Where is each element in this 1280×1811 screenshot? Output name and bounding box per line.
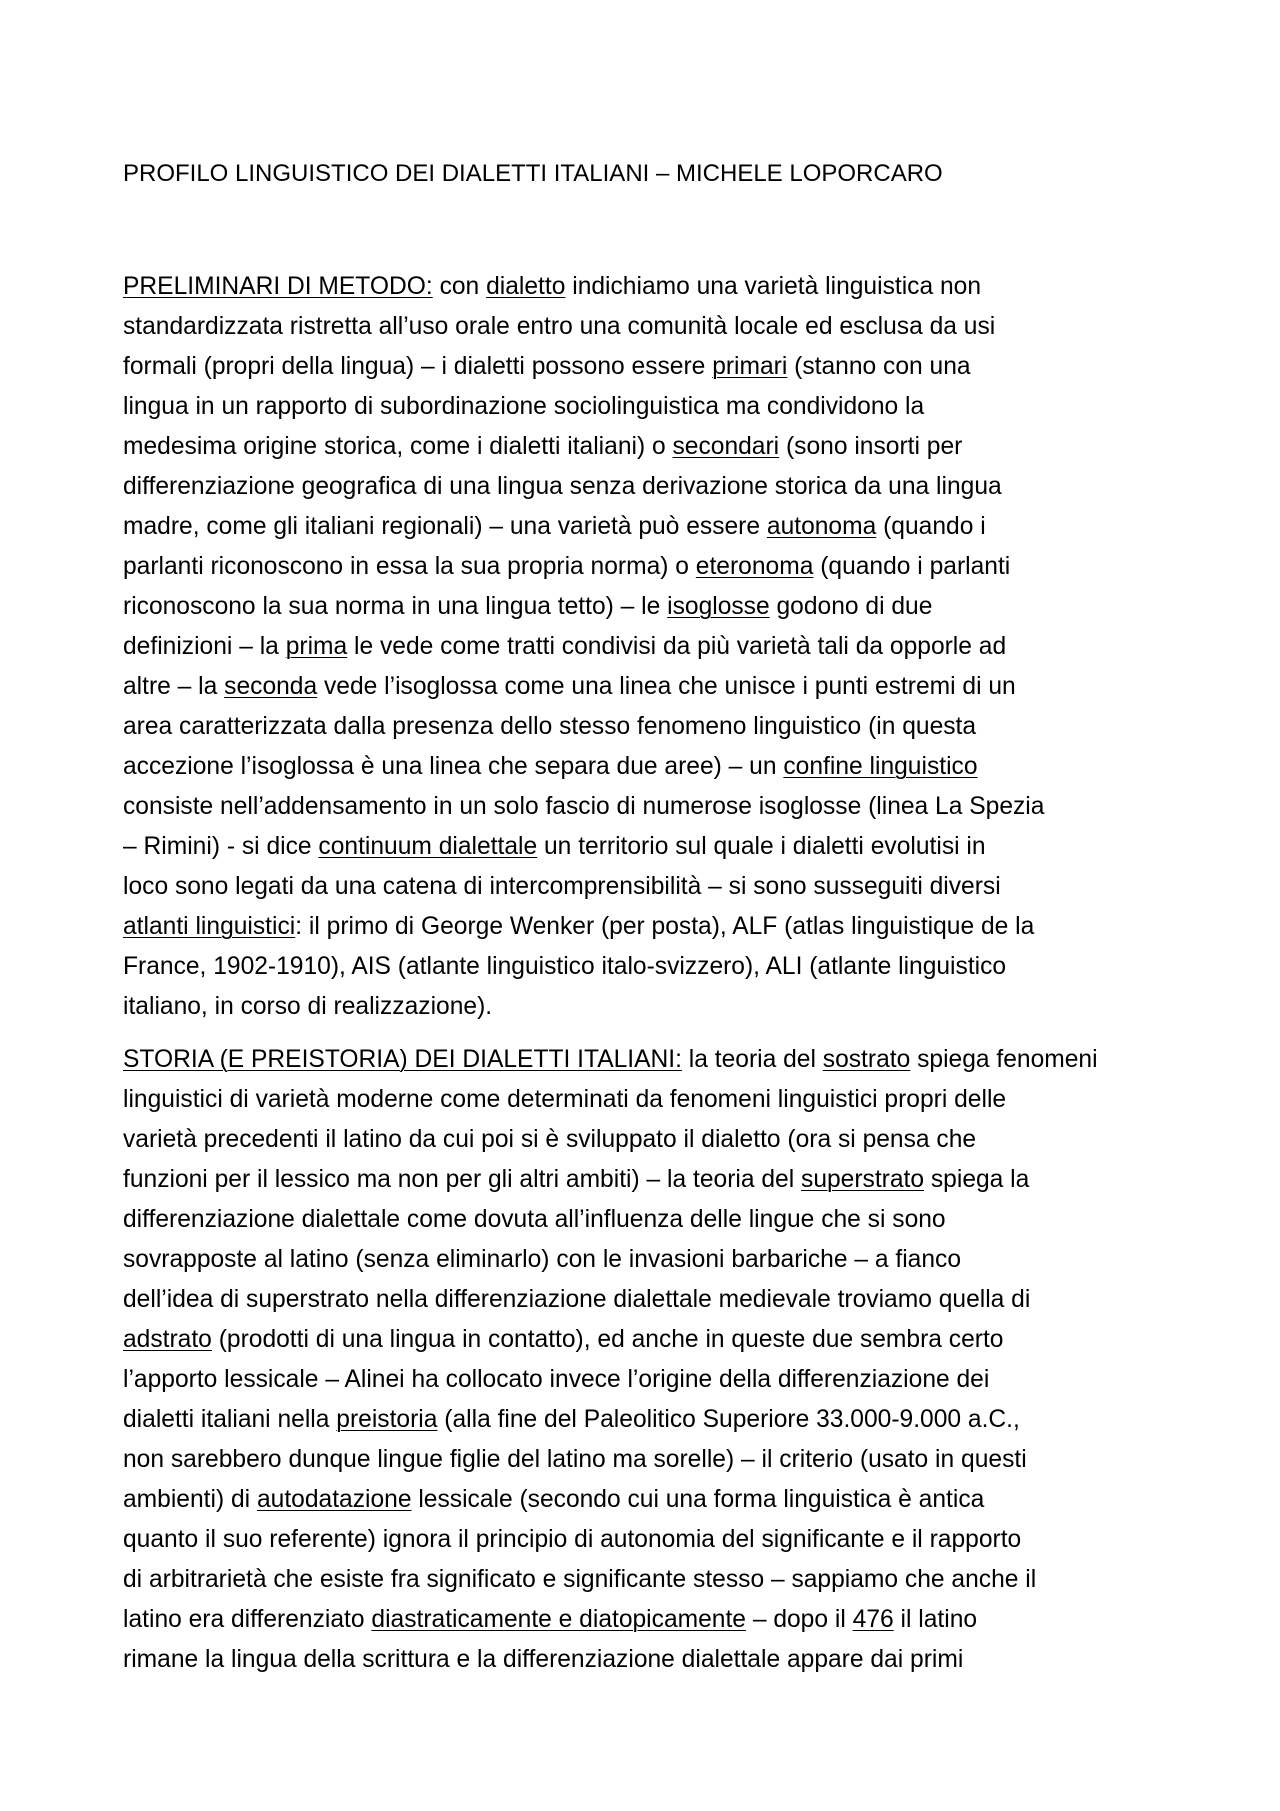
text-segment: indichiamo una varietà linguistica non bbox=[565, 273, 981, 300]
text-segment: (stanno con una bbox=[787, 353, 971, 380]
text-segment: di arbitrarietà che esiste fra significato e significante stesso – sappiamo che anche il bbox=[123, 1566, 1037, 1593]
underlined-term: continuum dialettale bbox=[318, 833, 538, 860]
text-segment: italiano, in corso di realizzazione). bbox=[123, 993, 493, 1020]
text-segment: rimane la lingua della scrittura e la differenziazione dialettale appare dai primi bbox=[123, 1646, 964, 1673]
underlined-term: STORIA (E PREISTORIA) DEI DIALETTI ITALIANI: bbox=[123, 1046, 682, 1073]
text-segment: (alla fine del Paleolitico Superiore 33.000-9.000 a.C., bbox=[437, 1406, 1020, 1433]
text-line bbox=[123, 1320, 1173, 1360]
text-segment: parlanti riconoscono in essa la sua propria norma) o bbox=[123, 553, 696, 580]
text-line bbox=[123, 867, 1173, 907]
text-line bbox=[123, 587, 1173, 627]
text-segment: accezione l’isoglossa è una linea che separa due aree) – un bbox=[123, 753, 784, 780]
text-line bbox=[123, 947, 1173, 987]
text-segment: – dopo il bbox=[745, 1606, 853, 1633]
paragraph-preliminari-di-metodo bbox=[123, 267, 1173, 1027]
text-segment: un territorio sul quale i dialetti evolutisi in bbox=[537, 833, 986, 860]
text-segment: definizioni – la bbox=[123, 633, 286, 660]
text-line bbox=[123, 1040, 1173, 1080]
text-segment: loco sono legati da una catena di intercomprensibilità – si sono susseguiti diversi bbox=[123, 873, 1001, 900]
underlined-term: superstrato bbox=[801, 1166, 925, 1193]
underlined-term: eteronoma bbox=[695, 553, 814, 580]
text-segment: lessicale (secondo cui una forma linguistica è antica bbox=[411, 1486, 985, 1513]
underlined-term: primari bbox=[712, 353, 788, 380]
text-line bbox=[123, 1600, 1173, 1640]
text-line bbox=[123, 1400, 1173, 1440]
text-line bbox=[123, 267, 1173, 307]
text-segment: linguistici di varietà moderne come determinati da fenomeni linguistici propri delle bbox=[123, 1086, 1007, 1113]
text-line bbox=[123, 387, 1173, 427]
text-line bbox=[123, 907, 1173, 947]
underlined-term: autonoma bbox=[766, 513, 877, 540]
text-segment: altre – la bbox=[123, 673, 225, 700]
text-segment: area caratterizzata dalla presenza dello stesso fenomeno linguistico (in questa bbox=[123, 713, 977, 740]
text-line bbox=[123, 1440, 1173, 1480]
text-segment: France, 1902-1910), AIS (atlante linguistico italo-svizzero), ALI (atlante linguistico bbox=[123, 953, 1007, 980]
text-line bbox=[123, 707, 1173, 747]
text-segment: spiega la bbox=[924, 1166, 1030, 1193]
underlined-term: 476 bbox=[852, 1606, 894, 1633]
text-segment: dialetti italiani nella bbox=[123, 1406, 337, 1433]
underlined-term: PRELIMINARI DI METODO: bbox=[123, 273, 433, 300]
text-line bbox=[123, 747, 1173, 787]
underlined-term: autodatazione bbox=[256, 1486, 412, 1513]
text-segment: formali (propri della lingua) – i dialetti possono essere bbox=[123, 353, 713, 380]
text-line bbox=[123, 347, 1173, 387]
text-line bbox=[123, 507, 1173, 547]
text-segment: con bbox=[432, 273, 487, 300]
text-segment: il latino bbox=[893, 1606, 978, 1633]
text-segment: godono di due bbox=[769, 593, 933, 620]
text-segment: non sarebbero dunque lingue figlie del latino ma sorelle) – il criterio (usato in questi bbox=[123, 1446, 1027, 1473]
underlined-term: secondari bbox=[672, 433, 780, 460]
text-line bbox=[123, 1160, 1173, 1200]
text-segment: : il primo di George Wenker (per posta), ALF (atlas linguistique de la bbox=[295, 913, 1035, 940]
text-line bbox=[123, 1480, 1173, 1520]
text-segment: ambienti) di bbox=[123, 1486, 257, 1513]
text-line bbox=[123, 1120, 1173, 1160]
text-line bbox=[123, 1640, 1173, 1680]
text-line bbox=[123, 547, 1173, 587]
text-segment: medesima origine storica, come i dialetti italiani) o bbox=[123, 433, 673, 460]
text-segment: (sono insorti per bbox=[779, 433, 963, 460]
text-line bbox=[123, 427, 1173, 467]
text-segment: spiega fenomeni bbox=[910, 1046, 1098, 1073]
text-line bbox=[123, 1520, 1173, 1560]
text-segment: funzioni per il lessico ma non per gli altri ambiti) – la teoria del bbox=[123, 1166, 802, 1193]
text-line bbox=[123, 1080, 1173, 1120]
document-title: PROFILO LINGUISTICO DEI DIALETTI ITALIANI – MICHELE LOPORCARO bbox=[123, 160, 943, 187]
underlined-term: prima bbox=[285, 633, 348, 660]
text-segment: differenziazione dialettale come dovuta all’influenza delle lingue che si sono bbox=[123, 1206, 946, 1233]
underlined-term: adstrato bbox=[123, 1326, 212, 1353]
text-segment: sovrapposte al latino (senza eliminarlo) con le invasioni barbariche – a fianco bbox=[123, 1246, 962, 1273]
text-segment: la teoria del bbox=[681, 1046, 823, 1073]
text-line bbox=[123, 1240, 1173, 1280]
paragraph-storia-dei-dialetti bbox=[123, 1040, 1173, 1680]
text-segment: (quando i parlanti bbox=[813, 553, 1011, 580]
text-line bbox=[123, 827, 1173, 867]
text-segment: l’apporto lessicale – Alinei ha collocato invece l’origine della differenziazione dei bbox=[123, 1366, 990, 1393]
underlined-term: preistoria bbox=[336, 1406, 438, 1433]
underlined-term: isoglosse bbox=[667, 593, 770, 620]
text-segment: lingua in un rapporto di subordinazione sociolinguistica ma condividono la bbox=[123, 393, 925, 420]
text-segment: vede l’isoglossa come una linea che unisce i punti estremi di un bbox=[317, 673, 1016, 700]
text-segment: le vede come tratti condivisi da più varietà tali da opporle ad bbox=[347, 633, 1007, 660]
text-line bbox=[123, 1560, 1173, 1600]
text-line bbox=[123, 987, 1173, 1027]
underlined-term: seconda bbox=[224, 673, 318, 700]
text-line bbox=[123, 467, 1173, 507]
text-line bbox=[123, 1200, 1173, 1240]
text-line bbox=[123, 307, 1173, 347]
text-segment: dell’idea di superstrato nella differenziazione dialettale medievale troviamo quella di bbox=[123, 1286, 1031, 1313]
text-line bbox=[123, 627, 1173, 667]
text-segment: differenziazione geografica di una lingua senza derivazione storica da una lingua bbox=[123, 473, 1002, 500]
text-segment: (quando i bbox=[876, 513, 986, 540]
text-segment: – Rimini) - si dice bbox=[123, 833, 319, 860]
text-line bbox=[123, 1360, 1173, 1400]
underlined-term: sostrato bbox=[822, 1046, 911, 1073]
text-segment: varietà precedenti il latino da cui poi si è sviluppato il dialetto (ora si pensa che bbox=[123, 1126, 977, 1153]
text-line bbox=[123, 787, 1173, 827]
underlined-term: confine linguistico bbox=[783, 753, 978, 780]
text-line bbox=[123, 1280, 1173, 1320]
underlined-term: diastraticamente e diatopicamente bbox=[371, 1606, 746, 1633]
text-segment: (prodotti di una lingua in contatto), ed anche in queste due sembra certo bbox=[211, 1326, 1004, 1353]
underlined-term: dialetto bbox=[486, 273, 566, 300]
text-line bbox=[123, 667, 1173, 707]
text-segment: latino era differenziato bbox=[123, 1606, 372, 1633]
text-segment: riconoscono la sua norma in una lingua tetto) – le bbox=[123, 593, 668, 620]
underlined-term: atlanti linguistici bbox=[123, 913, 296, 940]
text-segment: consiste nell’addensamento in un solo fascio di numerose isoglosse (linea La Spezia bbox=[123, 793, 1045, 820]
text-segment: madre, come gli italiani regionali) – una varietà può essere bbox=[123, 513, 767, 540]
text-segment: standardizzata ristretta all’uso orale entro una comunità locale ed esclusa da usi bbox=[123, 313, 996, 340]
text-segment: quanto il suo referente) ignora il principio di autonomia del significante e il rapporto bbox=[123, 1526, 1022, 1553]
